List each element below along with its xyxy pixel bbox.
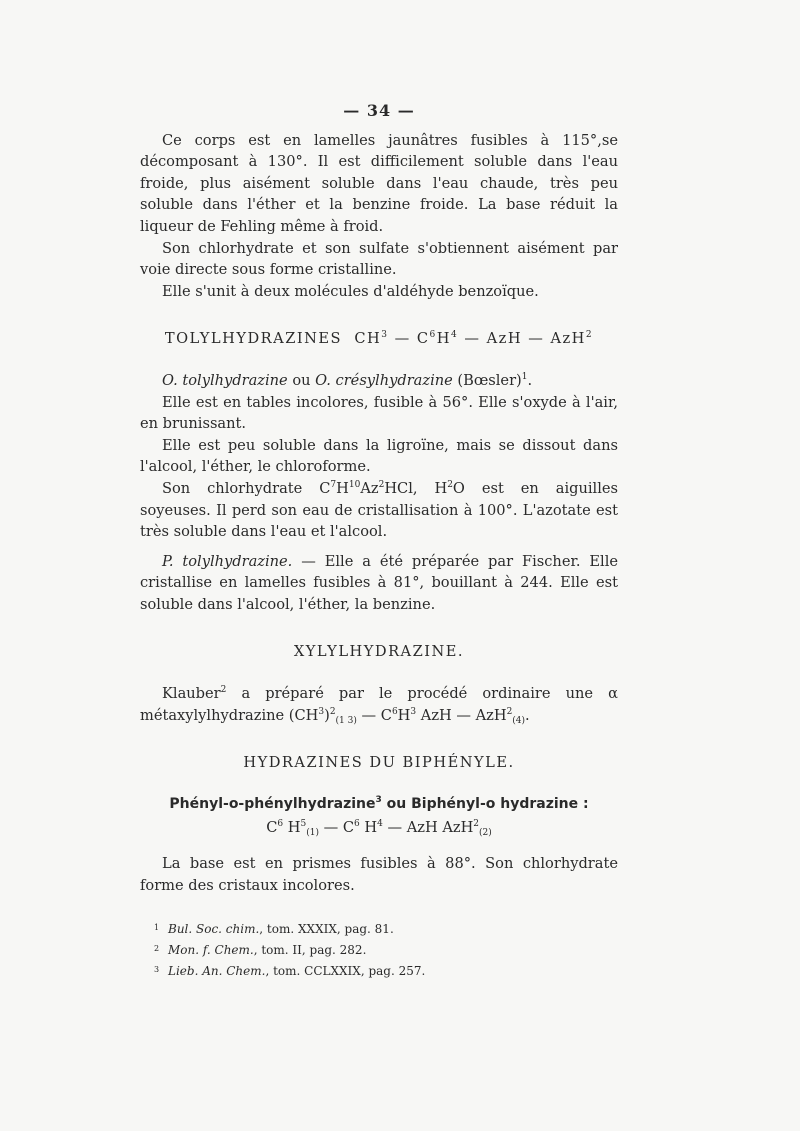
o-tolyl-paragraph-1: Elle est en tables incolores, fusible à 56°. Elle s'oxyde à l'air, en brunissant. bbox=[140, 393, 618, 433]
o-tolyl-paragraph-2: Elle est peu soluble dans la ligroïne, mais se dissout dans l'alcool, l'éther, le chloroforme. bbox=[140, 436, 618, 476]
xylyl-paragraph: Klauber$^2$ a préparé par le procédé ordinaire une α métaxylylhydrazine $(CH^3)^2_{(1 3)}$ — $C^6H^3$ AzH — AzH$^2_{(4)}$. bbox=[140, 685, 618, 726]
footnote: 1 Bul. Soc. chim., tom. XXXIX, pag. 81. bbox=[154, 922, 394, 937]
tolyl-formula: $CH^3$ — $C^6H^4$ — AzH — AzH$^2$ bbox=[354, 330, 594, 348]
biphenyl-subheading: Phényl-o-phénylhydrazine$^3$ ou Biphényl-o hydrazine : bbox=[169, 794, 589, 812]
footnotes bbox=[140, 918, 618, 981]
o-tolyl-paragraph-3: Son chlorhydrate $C^7H^{10}Az^2HCl$, $H^2O$ est en aiguilles soyeuses. Il perd son eau de cristallisation à 100°. L'azotate est très soluble dans l'eau et l'alcool. bbox=[140, 479, 618, 541]
biphenyl-heading: HYDRAZINES DU BIPHÉNYLE. bbox=[243, 754, 515, 772]
tolylhydrazines-title: TOLYLHYDRAZINES bbox=[164, 330, 343, 348]
xylylhydrazine-heading: XYLYLHYDRAZINE. bbox=[293, 643, 465, 661]
page-number: — 34 — bbox=[343, 101, 415, 120]
o-tolyl-heading: O. tolylhydrazine ou O. crésylhydrazine (Bœsler)$^1$. bbox=[162, 371, 533, 389]
p-tolyl-paragraph: P. tolylhydrazine. — Elle a été préparée par Fischer. Elle cristallise en lamelles fusibles à 81°, bouillant à 244. Elle est soluble dans l'alcool, l'éther, la benzine. bbox=[140, 552, 618, 613]
biphenyl-paragraph: La base est en prismes fusibles à 88°. Son chlorhydrate forme des cristaux incolores. bbox=[140, 855, 618, 894]
footnote: 3 Lieb. An. Chem., tom. CCLXXIX, pag. 257. bbox=[154, 964, 426, 979]
tolylhydrazines-heading bbox=[140, 328, 618, 350]
paragraph-3: Elle s'unit à deux molécules d'aldéhyde benzoïque. bbox=[162, 282, 539, 300]
footnote: 2 Mon. f. Chem., tom. II, pag. 282. bbox=[154, 943, 367, 958]
paragraph-1: Ce corps est en lamelles jaunâtres fusibles à 115°,se décomposant à 130°. Il est difficilement soluble dans l'eau froide, plus aisément soluble dans l'eau chaude, très peu soluble dans l'éther et la benzine froide. La base réduit la liqueur de Fehling même à froid. bbox=[140, 131, 618, 235]
biphenyl-formula: $C^6$ $H^5_{(1)}$ — $C^6$ $H^4$ — AzH AzH$^2_{(2)}$ bbox=[266, 819, 492, 839]
paragraph-2: Son chlorhydrate et son sulfate s'obtiennent aisément par voie directe sous forme cristalline. bbox=[140, 239, 618, 279]
page-content bbox=[140, 100, 618, 981]
